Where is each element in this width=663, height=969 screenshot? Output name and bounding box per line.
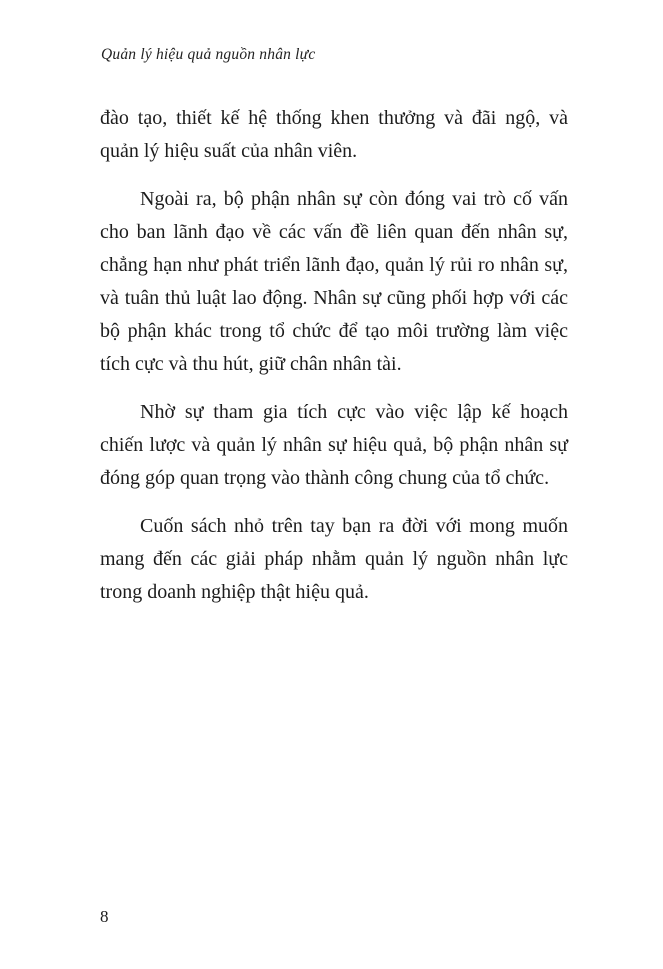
page-number: 8 bbox=[100, 907, 109, 926]
body-paragraph: Ngoài ra, bộ phận nhân sự còn đóng vai trò cố vấn cho ban lãnh đạo về các vấn đề liên quan đến nhân sự, chẳng hạn như phát triển lãnh đạo, quản lý rủi ro nhân sự, và tuân thủ luật lao động. Nhân sự cũng phối hợp với các bộ phận khác trong tổ chức để tạo môi trường làm việc tích cực và thu hút, giữ chân nhân tài. bbox=[100, 188, 568, 375]
body-text bbox=[100, 102, 568, 624]
running-header: Quản lý hiệu quả nguồn nhân lực bbox=[101, 46, 316, 63]
body-paragraph: Nhờ sự tham gia tích cực vào việc lập kế hoạch chiến lược và quản lý nhân sự hiệu quả, bộ phận nhân sự đóng góp quan trọng vào thành công chung của tổ chức. bbox=[100, 401, 568, 489]
body-paragraph: Cuốn sách nhỏ trên tay bạn ra đời với mong muốn mang đến các giải pháp nhằm quản lý nguồn nhân lực trong doanh nghiệp thật hiệu quả. bbox=[100, 515, 568, 603]
body-paragraph: đào tạo, thiết kế hệ thống khen thưởng và đãi ngộ, và quản lý hiệu suất của nhân viên. bbox=[100, 107, 568, 162]
